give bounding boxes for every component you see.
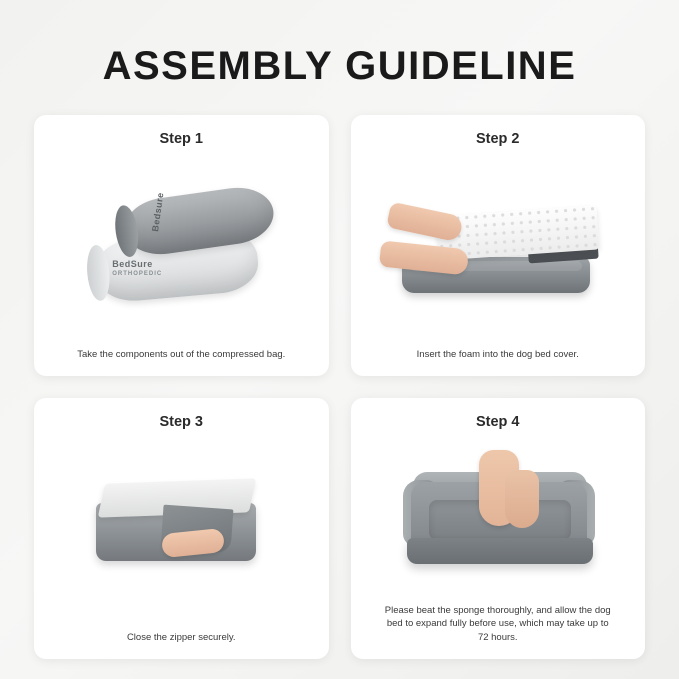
step-2-caption: Insert the foam into the dog bed cover. xyxy=(416,349,579,361)
hand-shape-beating-right xyxy=(505,470,539,528)
foam-insert-graphic xyxy=(378,183,618,313)
step-3-caption: Close the zipper securely. xyxy=(126,632,236,644)
step-card-1 xyxy=(34,115,329,376)
step-2-label: Step 2 xyxy=(475,131,520,147)
step-2-illustration xyxy=(365,151,632,344)
step-card-4 xyxy=(351,398,646,659)
bed-base-shape xyxy=(407,538,593,564)
step-4-caption: Please beat the sponge thoroughly, and allow the dog bed to expand fully before use, which may take up to 72 hours. xyxy=(384,604,611,644)
step-card-3 xyxy=(34,398,329,659)
step-1-illustration xyxy=(48,151,315,344)
step-card-2 xyxy=(351,115,646,376)
roll-bottom-brand-label: BedSure xyxy=(112,258,153,269)
steps-grid xyxy=(28,115,651,659)
step-4-label: Step 4 xyxy=(475,414,520,430)
step-4-illustration xyxy=(365,434,632,600)
finished-dog-bed-graphic xyxy=(373,442,623,592)
hand-shape-upper xyxy=(386,201,464,242)
step-3-illustration xyxy=(48,434,315,627)
step-1-caption: Take the components out of the compressed bag. xyxy=(77,349,286,361)
roll-bottom-sub-label: ORTHOPEDIC xyxy=(112,270,163,277)
step-1-label: Step 1 xyxy=(159,131,203,147)
step-3-label: Step 3 xyxy=(159,414,203,430)
zipper-close-graphic xyxy=(66,471,296,591)
compressed-bags-graphic xyxy=(76,183,286,313)
roll-top-brand-label: Bedsure xyxy=(150,191,166,232)
page-title: ASSEMBLY GUIDELINE xyxy=(102,44,577,88)
